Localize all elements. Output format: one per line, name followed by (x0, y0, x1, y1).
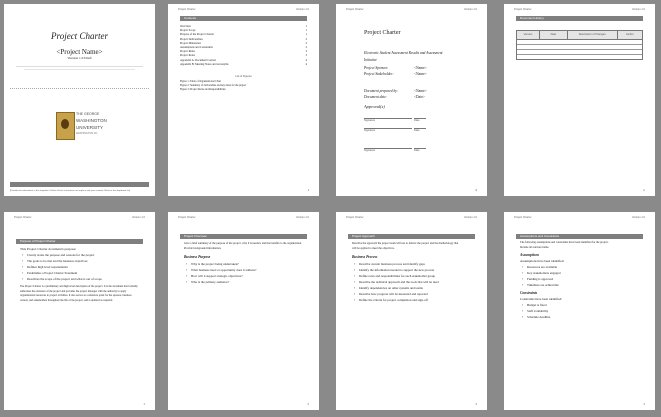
history-table: Version Date Description of Changes Author (516, 30, 643, 60)
bullet-icon: • (354, 286, 356, 290)
seal-icon (56, 112, 75, 140)
bullet-icon: • (22, 253, 24, 257)
page-cover (4, 4, 155, 196)
toc-entry: Appendix A: Document Control (180, 58, 216, 62)
cover-note: [Provide the information in this template. Delete all text in brackets and replace with your content. Refer to the dropdown list] (10, 190, 131, 192)
bullet-icon: • (186, 268, 188, 272)
charter-title: Project Charter (364, 30, 401, 36)
list-item: Defines high level requirements (27, 265, 68, 269)
bullet-icon: • (522, 309, 524, 313)
paragraph-line: organizational resources to project activities. It also serves as a reference point for the sponsor, business (20, 294, 132, 297)
paragraph-line: Provide background information. (184, 246, 222, 250)
cover-version: Version 1.0 Draft (67, 56, 92, 60)
toc-entry: Project Risks (180, 50, 195, 54)
toc-page-number: 3 (305, 54, 307, 58)
list-item: Resources are available (527, 265, 558, 269)
bullet-icon: • (354, 268, 356, 272)
charter-subtitle: Electronic Student Assessment Results and Assessment Initiative (364, 51, 443, 62)
paragraph-line: The Project Charter is a preliminary and high-level description of the project. It is the document that formally (20, 285, 138, 288)
paragraph-line: authorizes the existence of the project and provides the project manager with the authority to apply (20, 289, 127, 293)
toc-entry: Appendix B: Meeting Notes and Acronyms (180, 62, 229, 66)
cover-title: Project Charter (51, 31, 108, 41)
list-item: Key stakeholders engaged (527, 271, 561, 275)
purpose-heading: Purpose of Project Charter (16, 239, 143, 244)
toc-page-number: 1 (305, 29, 307, 33)
toc-entry: Project Scope (180, 29, 196, 33)
toc-entry: Project Roles (180, 54, 195, 58)
list-item: Describe how progress will be measured and reported (359, 292, 428, 296)
list-item: Define roles and responsibilities for each stakeholder group (359, 274, 436, 278)
list-item: How will it support strategic objectives? (191, 274, 243, 278)
bullet-icon: • (354, 274, 356, 278)
list-item: Define the criteria for project completion and sign-off (359, 298, 428, 302)
toc-page-number: 3 (305, 50, 307, 54)
list-item: Funding is approved (527, 277, 554, 281)
list-item: Identify dependencies on other systems and teams (359, 286, 423, 290)
list-item: Budget is fixed (527, 303, 547, 307)
bullet-icon: • (22, 271, 24, 275)
paragraph-line: Include all relevant items. (520, 245, 550, 249)
figure-entry: Figure 2: Summary of deliverables and key dates for the project (180, 84, 247, 87)
toc-page-number: 2 (305, 37, 307, 41)
list-item: Describe the technical approach and the tools that will be used (359, 280, 439, 284)
bullet-icon: • (186, 280, 188, 284)
list-item: Describes the scope of the project and what is out of scope (27, 277, 102, 281)
university-logo: THE GEORGE WASHINGTON UNIVERSITY WASHINGTON DC (56, 112, 112, 140)
approach-heading: Project Approach (348, 234, 475, 239)
bullet-icon: • (186, 274, 188, 278)
toc-page-number: 2 (305, 46, 307, 49)
cover-project-name: <Project Name> (56, 48, 103, 56)
list-item: Clearly states the purpose and reasons for the project (27, 253, 95, 257)
bullet-icon: • (522, 277, 524, 281)
approvals-heading: Approval(s) (364, 104, 385, 109)
list-item: Staff availability (527, 309, 549, 313)
figure-entry: Figure 3: Project Roles and Responsibilities (180, 88, 226, 91)
bullet-icon: • (522, 303, 524, 307)
paragraph-line: owners, and stakeholders throughout the life of the project, and is updated as required. (20, 298, 113, 302)
page-toc: Project Charter Version 1.0 Contents Overview 1 Project Scope 1 Purpose of the Project Charter 1 Project Deliverables 2 Project Milestones 2 Assumptions and Constraints 2 Project Risks 3 Project Roles 3 Appendix A: Document Control 4 Appendix B: Meeting Notes and Acronyms 4 List of Figures Figure 1: Table of Organizational Chart Figure 2: Summary of deliverables and key dates for the project Figure 3: Project Roles and Responsibilities ii (168, 4, 319, 196)
toc-page-number: 1 (305, 33, 307, 37)
page-approach: Project Charter Version 1.0 Project Approach Describe the approach the project team will use to deliver the project and the methodology that will be applied to meet the objectives. Business Process • Describe current business process and identify gaps • Identify the information needed to support the new process • Define roles and responsibilities for each stakeholder group • Describe the technical approach and the tools that will be used • Identify dependencies on other systems and teams • Describe how progress will be measured and reported • Define the criteria for project completion and sign-off 3 (336, 212, 487, 410)
bullet-icon: • (354, 262, 356, 266)
toc-heading: Contents (180, 16, 307, 21)
bullet-icon: • (22, 265, 24, 269)
toc-entry: Overview (180, 25, 192, 28)
history-heading: Document History (516, 16, 643, 21)
toc-entry: Project Milestones (180, 41, 201, 45)
page-overview: Project Charter Version 1.0 Project Overview Give a brief summary of the purpose of the project, why it is needed, and the benefits to the organization. Provide background information. Business Purpose • Why is the project being undertaken? • What business need or opportunity does it address? • How will it support strategic objectives? • Who is the primary audience? 2 (168, 212, 319, 410)
paragraph-line: Describe the approach the project team will use to deliver the project and the methodology that (352, 242, 459, 245)
bullet-icon: • (354, 280, 356, 284)
page-assumptions: Project Charter Version 1.0 Assumptions and Constraints The following assumptions and constraints have been identified for the project. Include all relevant items. Assumptions Assumptions have been identified: • Resources are available • Key stakeholders engaged • Funding is approved • Timelines are achievable Constraints Constraints have been identified: • Budget is fixed • Staff availability • Schedule deadline 4 (504, 212, 655, 410)
list-item: Timelines are achievable (527, 283, 559, 287)
list-item: Establishes a Project Charter Statement (27, 271, 78, 275)
bullet-icon: • (522, 271, 524, 275)
page-history: Project Charter Version 1.0 Document History Version Date Description of Changes Author iv (504, 4, 655, 196)
paragraph-line: will be applied to meet the objectives. (352, 246, 395, 250)
cover-dotted-rule (10, 88, 149, 89)
bullet-icon: • (186, 262, 188, 266)
bullet-icon: • (354, 292, 356, 296)
bullet-icon: • (22, 259, 24, 263)
assumptions-heading: Assumptions and Constraints (516, 234, 643, 239)
list-item: The goals to be met and the business objectives (27, 259, 88, 263)
list-item: What business need or opportunity does it address? (191, 268, 257, 272)
toc-page-number: 4 (305, 58, 307, 62)
cover-bottom-bar (10, 182, 149, 187)
overview-heading: Project Overview (180, 234, 307, 239)
figures-heading: List of Figures (235, 75, 252, 78)
toc-page-number: 1 (305, 25, 307, 28)
list-item: Identify the information needed to support the new process (359, 268, 435, 272)
toc-page-number: 4 (305, 62, 307, 66)
bullet-icon: • (22, 277, 24, 281)
paragraph-line: The following assumptions and constraints have been identified for the project. (520, 241, 609, 244)
bullet-icon: • (354, 298, 356, 302)
list-item: Describe current business process and identify gaps (359, 262, 425, 266)
list-item: Why is the project being undertaken? (191, 262, 239, 266)
toc-page-number: 2 (305, 41, 307, 45)
list-item: Schedule deadline (527, 315, 551, 319)
figure-entry: Figure 1: Table of Organizational Chart (180, 80, 221, 83)
paragraph-line: Give a brief summary of the purpose of the project, why it is needed, and the benefits to the organization. (184, 242, 302, 245)
toc-entry: Project Deliverables (180, 37, 203, 41)
bullet-icon: • (522, 265, 524, 269)
list-item: Who is the primary audience? (191, 280, 230, 284)
toc-entry: Purpose of the Project Charter (180, 33, 214, 37)
toc-entry: Assumptions and Constraints (180, 46, 213, 49)
bullet-icon: • (522, 315, 524, 319)
bullet-icon: • (522, 283, 524, 287)
page-charter: Project Charter Version 1.0 Project Charter Electronic Student Assessment Results and Assessment Initiative Project Sponsor: <Name> Project Stakeholder: <Name> Document prepared by: <Name> Document date: <Date> Approval(s) Signature Date Signature Date Signature Date iii (336, 4, 487, 196)
page-purpose: Project Charter Version 1.0 Purpose of Project Charter This Project Charter document's purpose: • Clearly states the purpose and reasons for the project • The goals to be met and the business objectives • Defines high level requirements • Establishes a Project Charter Statement • Describes the scope of the project and what is out of scope The Project Charter is a preliminary and high-level description of the project. It is the document that formally authorizes the existence of the project and provides the project manager with the authority to apply organizational resources to project activities. It also serves as a reference point for the sponsor, business owners, and stakeholders throughout the life of the project, and is updated as required. 1 (4, 212, 155, 410)
